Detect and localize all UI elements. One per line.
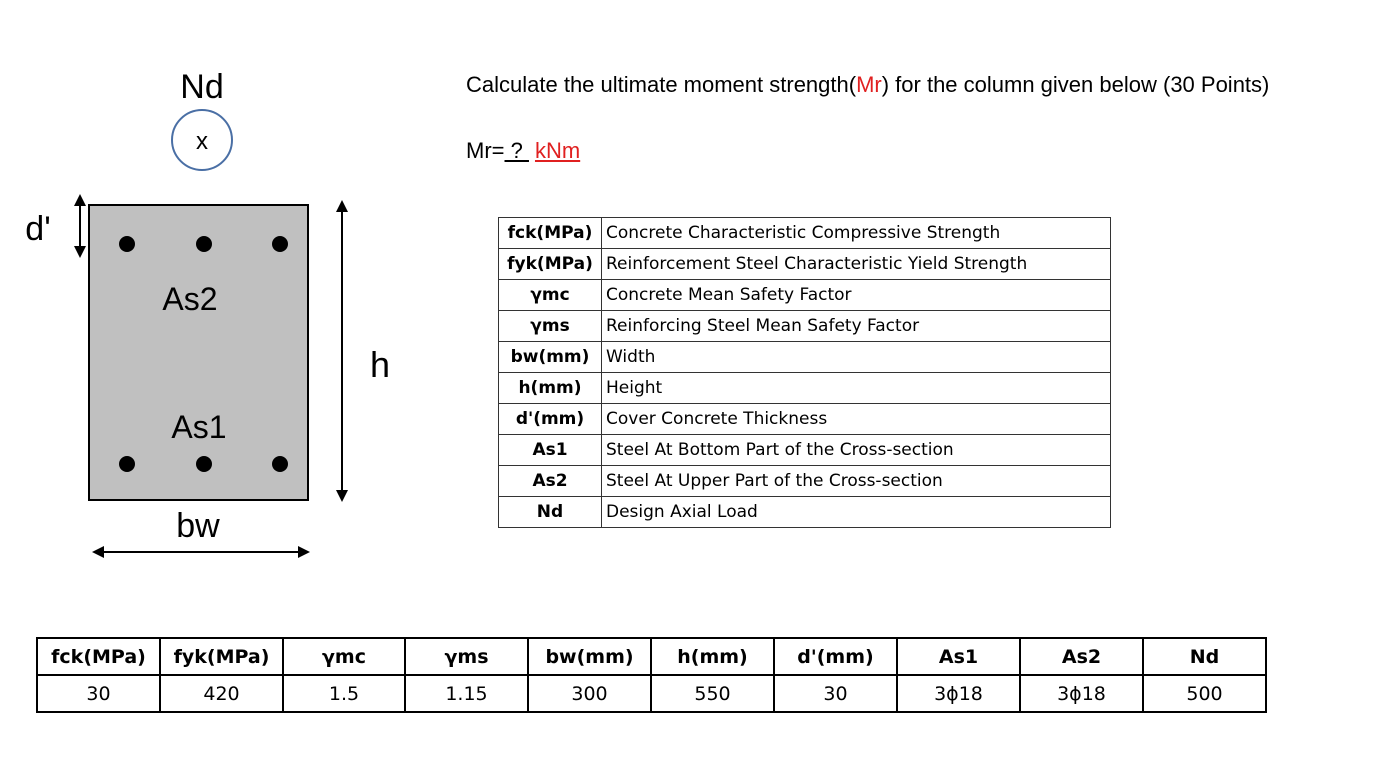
answer-unit: kNm [534, 138, 581, 163]
answer-prefix: Mr= [466, 138, 505, 163]
value-cell: 300 [528, 675, 651, 712]
table-row [499, 404, 1111, 435]
question-part2: ) for the column given below (30 Points) [881, 72, 1270, 97]
column-header: As1 [897, 638, 1020, 675]
column-header: d'(mm) [774, 638, 897, 675]
answer-line [466, 138, 580, 164]
question-part1: Calculate the ultimate moment strength( [466, 72, 857, 97]
cover-label: d' [25, 210, 51, 248]
legend-symbol: Nd [499, 497, 602, 528]
question-highlight: Mr [856, 72, 882, 97]
height-label: h [369, 344, 391, 385]
width-label: bw [176, 507, 220, 545]
table-row [37, 675, 1266, 712]
table-row [499, 249, 1111, 280]
symbol-legend-table [498, 217, 1111, 528]
column-header: fyk(MPa) [160, 638, 283, 675]
column-header: γms [405, 638, 528, 675]
table-row [499, 497, 1111, 528]
given-values-table [36, 637, 1267, 713]
legend-symbol: γmc [499, 280, 602, 311]
value-cell: 30 [37, 675, 160, 712]
legend-description: Height [602, 373, 1111, 404]
value-cell: 420 [160, 675, 283, 712]
legend-description: Concrete Characteristic Compressive Strength [602, 218, 1111, 249]
legend-description: Width [602, 342, 1111, 373]
answer-blank: ? [504, 138, 529, 163]
table-header-row [37, 638, 1266, 675]
top-steel-label: As2 [162, 281, 218, 317]
legend-symbol: As1 [499, 435, 602, 466]
bottom-steel-label: As1 [171, 409, 227, 445]
rebar-dot [196, 236, 212, 252]
legend-description: Reinforcing Steel Mean Safety Factor [602, 311, 1111, 342]
table-row [499, 218, 1111, 249]
legend-symbol: bw(mm) [499, 342, 602, 373]
axial-load-label: Nd [180, 68, 224, 106]
value-cell: 30 [774, 675, 897, 712]
table-row [499, 342, 1111, 373]
rebar-dot [272, 456, 288, 472]
rebar-dot [119, 236, 135, 252]
load-symbol: x [196, 128, 208, 155]
value-cell: 1.15 [405, 675, 528, 712]
legend-description: Design Axial Load [602, 497, 1111, 528]
column-header: bw(mm) [528, 638, 651, 675]
legend-symbol: h(mm) [499, 373, 602, 404]
legend-symbol: As2 [499, 466, 602, 497]
table-row [499, 311, 1111, 342]
table-row [499, 435, 1111, 466]
column-header: Nd [1143, 638, 1266, 675]
legend-description: Steel At Upper Part of the Cross-section [602, 466, 1111, 497]
column-header: fck(MPa) [37, 638, 160, 675]
legend-description: Cover Concrete Thickness [602, 404, 1111, 435]
value-cell: 1.5 [283, 675, 405, 712]
rebar-dot [196, 456, 212, 472]
table-row [499, 373, 1111, 404]
question-text [466, 74, 1306, 96]
table-row [499, 466, 1111, 497]
legend-description: Reinforcement Steel Characteristic Yield Strength [602, 249, 1111, 280]
value-cell: 3ϕ18 [1020, 675, 1143, 712]
legend-description: Steel At Bottom Part of the Cross-section [602, 435, 1111, 466]
value-cell: 3ϕ18 [897, 675, 1020, 712]
table-row [499, 280, 1111, 311]
column-header: γmc [283, 638, 405, 675]
rebar-dot [119, 456, 135, 472]
legend-description: Concrete Mean Safety Factor [602, 280, 1111, 311]
legend-symbol: fyk(MPa) [499, 249, 602, 280]
column-header: As2 [1020, 638, 1143, 675]
rebar-dot [272, 236, 288, 252]
legend-symbol: d'(mm) [499, 404, 602, 435]
legend-symbol: fck(MPa) [499, 218, 602, 249]
value-cell: 550 [651, 675, 774, 712]
value-cell: 500 [1143, 675, 1266, 712]
legend-symbol: γms [499, 311, 602, 342]
column-header: h(mm) [651, 638, 774, 675]
